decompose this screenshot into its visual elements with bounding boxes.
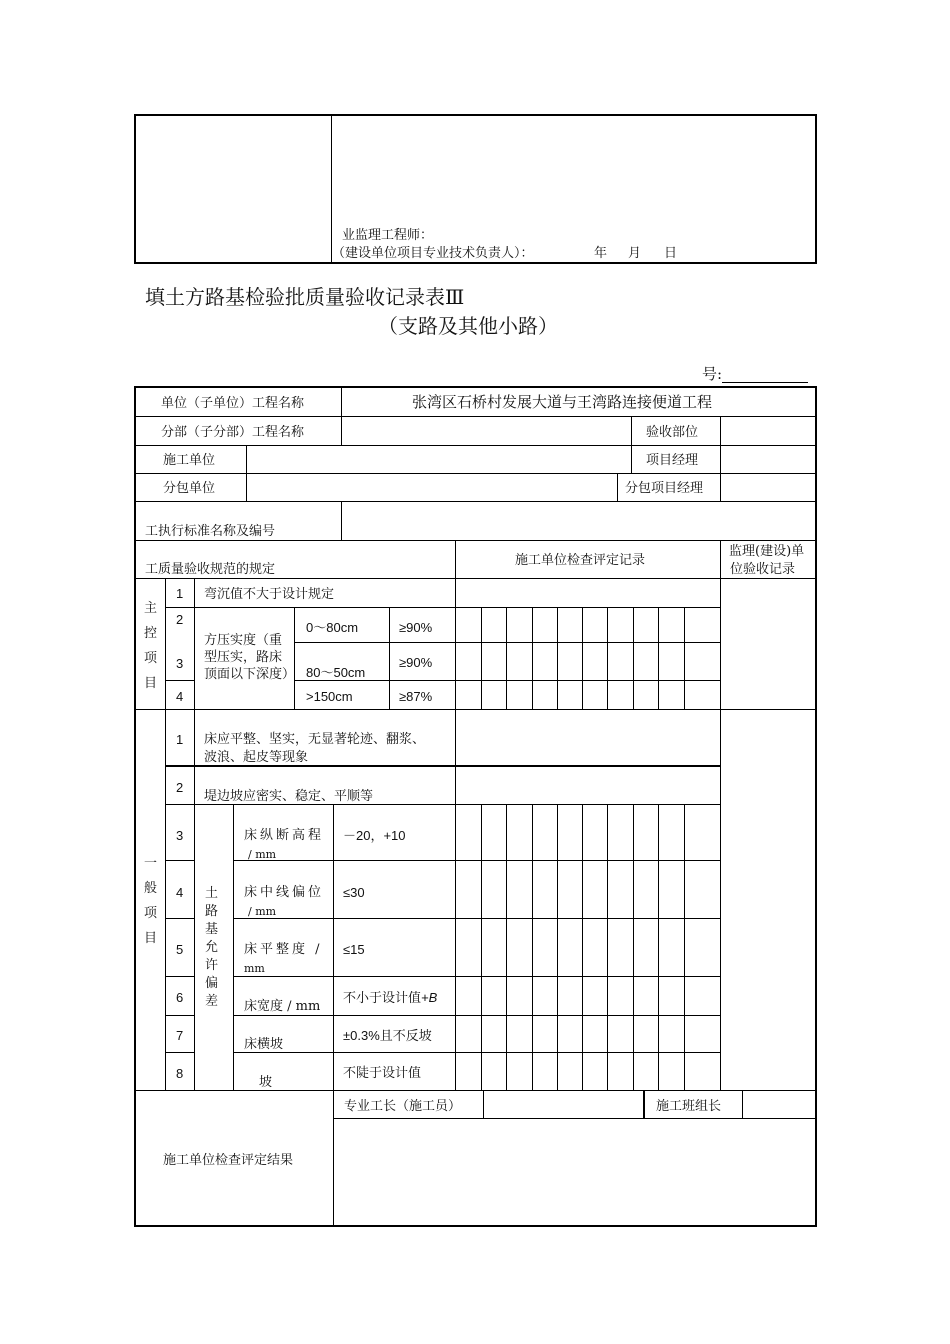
row-number: 4 [176,689,184,704]
tolerance-value-b: +B [421,990,438,1005]
row-line [134,540,817,541]
col-line [742,1090,743,1118]
result-label: 施工单位检查评定结果 [163,1153,294,1168]
col-line [455,709,456,804]
standard-label: 工执行标准名称及编号 [145,524,276,539]
col-line [631,416,632,473]
tolerance-value-text: 不小于设计值 [343,991,422,1006]
row-line [134,416,817,417]
row-line [233,976,720,977]
tolerance-group-char: 许 [205,958,219,973]
col-line [483,1090,484,1118]
tolerance-value: ≤15 [343,942,365,957]
row-line [233,1052,720,1053]
tolerance-group-char: 路 [205,904,219,919]
tolerance-item: 床中线偏位 [244,885,325,900]
row-line [233,1015,720,1016]
supervisor-record-label-1: 监理(建设)单 [729,544,805,559]
sub-unit-label: 分部（子分部）工程名称 [161,425,305,440]
number-label: 号: [702,365,723,383]
col-line [341,501,342,540]
col-line [617,473,618,501]
col-line [720,416,721,501]
col-line [720,578,721,1090]
row-number: 2 [176,780,184,795]
col-line [233,804,234,1090]
row-line [134,709,817,710]
row-line [134,445,817,446]
page-title: 填土方路基检验批质量验收记录表Ⅲ [145,285,465,309]
tolerance-group-char: 偏 [205,976,219,991]
col-line [194,578,195,1090]
row-line [165,918,194,919]
top-signature-block [134,114,817,264]
supervisor-label: 业监理工程师： [342,228,434,243]
tolerance-value: ±0.3%且不反坡 [343,1028,432,1043]
col-line [455,540,456,578]
tolerance-value: －20，+10 [343,828,406,843]
row-line [165,1052,194,1053]
page-subtitle: （支路及其他小路） [378,314,558,338]
grid-col [506,607,507,709]
col-line [643,1090,645,1118]
deflection-text: 弯沉值不大于设计规定 [204,587,335,602]
day-label: 日 [664,246,678,261]
grid-col [582,607,583,709]
row-line [233,860,720,861]
tolerance-unit: / mm [248,848,277,861]
year-label: 年 [594,246,608,261]
tolerance-unit: mm [244,962,265,975]
grid-col [532,804,533,1090]
row-line [165,976,194,977]
supervisor-record-label-2: 位验收记录 [730,562,796,577]
col-line [720,540,721,578]
row-number: 8 [176,1066,184,1081]
row-line [165,680,194,681]
col-line [294,607,295,709]
general-section-char: 一 [144,856,158,871]
row-number: 7 [176,1028,184,1043]
main-section-char: 目 [144,676,158,691]
depth-range: 80～50cm [306,665,366,680]
grid-col [481,607,482,709]
acceptance-part-label: 验收部位 [646,425,699,440]
row-number: 2 [176,612,184,627]
check-record-label: 施工单位检查评定记录 [515,553,646,568]
row-number: 5 [176,942,184,957]
grid-col [455,804,456,1090]
tolerance-group-char: 基 [205,922,219,937]
grid-col [633,607,634,709]
main-section-char: 控 [144,626,158,641]
col-line [165,578,166,1090]
row-number: 6 [176,990,184,1005]
row-number: 3 [176,656,184,671]
tolerance-group-char: 土 [205,886,219,901]
grid-col [684,804,685,1090]
unit-name-label: 单位（子单位）工程名称 [161,396,305,411]
tolerance-item: 床宽度 / mm [244,999,321,1014]
tolerance-value [343,990,437,1007]
general-section-char: 目 [144,931,158,946]
compaction-requirement: ≥87% [399,689,433,704]
grid-col [582,804,583,1090]
tolerance-item: 床横坡 [244,1037,284,1052]
row-line [134,501,817,502]
main-section-char: 主 [144,601,158,616]
tolerance-item: 床纵断高程 [244,828,325,843]
bed-flatness-text-2: 波浪、起皮等现象 [204,750,309,765]
row-number: 3 [176,828,184,843]
tolerance-group-char: 差 [205,994,219,1009]
compaction-label: 方压实度（重型压实，路床顶面以下深度） [204,633,296,682]
compaction-requirement: ≥90% [399,620,433,635]
number-underline [722,382,808,383]
spec-label: 工质量验收规范的规定 [145,562,276,577]
owner-line-label: （建设单位项目专业技术负责人）： [332,246,534,261]
row-line [294,642,720,643]
row-line [333,1118,817,1119]
row-line [134,1090,817,1091]
tolerance-group-char: 允 [205,940,219,955]
depth-range: >150cm [306,689,353,704]
team-leader-label: 施工班组长 [656,1099,722,1114]
row-line [165,607,720,608]
unit-name-value: 张湾区石桥村发展大道与王湾路连接便道工程 [412,393,713,411]
compaction-requirement: ≥90% [399,655,433,670]
divider [331,114,332,264]
grid-col [633,804,634,1090]
grid-col [455,607,456,709]
tolerance-unit: / mm [248,905,277,918]
row-number: 4 [176,885,184,900]
general-section-char: 项 [144,906,158,921]
tolerance-value: ≤30 [343,885,365,900]
col-line [333,804,334,1090]
col-line [333,1090,334,1227]
tolerance-value: 不陡于设计值 [343,1066,422,1081]
grid-col [658,607,659,709]
col-line [341,386,342,445]
col-line [455,578,456,607]
slope-text: 堤边坡应密实、稳定、平顺等 [204,789,374,804]
row-line [233,918,720,919]
grid-col [481,804,482,1090]
grid-col [607,607,608,709]
subcontractor-label: 分包单位 [163,481,216,496]
col-line [246,445,247,501]
foreman-label: 专业工长（施工员） [344,1099,462,1114]
tolerance-item: 床平整度 / [244,942,323,957]
row-number: 1 [176,586,184,601]
grid-col [607,804,608,1090]
grid-col [557,804,558,1090]
main-section-char: 项 [144,651,158,666]
grid-col [658,804,659,1090]
grid-col [532,607,533,709]
grid-col [557,607,558,709]
row-line [134,473,817,474]
sub-project-manager-label: 分包项目经理 [625,481,704,496]
constructor-label: 施工单位 [163,453,216,468]
tolerance-item: 坡 [259,1075,273,1090]
project-manager-label: 项目经理 [646,453,699,468]
bed-flatness-text-1: 床应平整、坚实，无显著轮迹、翻浆、 [204,732,426,747]
grid-col [506,804,507,1090]
col-line [389,607,390,709]
depth-range: 0～80cm [306,620,359,635]
month-label: 月 [628,246,642,261]
row-line [165,1015,194,1016]
grid-col [684,607,685,709]
row-number: 1 [176,732,184,747]
row-line [165,860,194,861]
general-section-char: 般 [144,881,158,896]
row-line [134,578,817,579]
